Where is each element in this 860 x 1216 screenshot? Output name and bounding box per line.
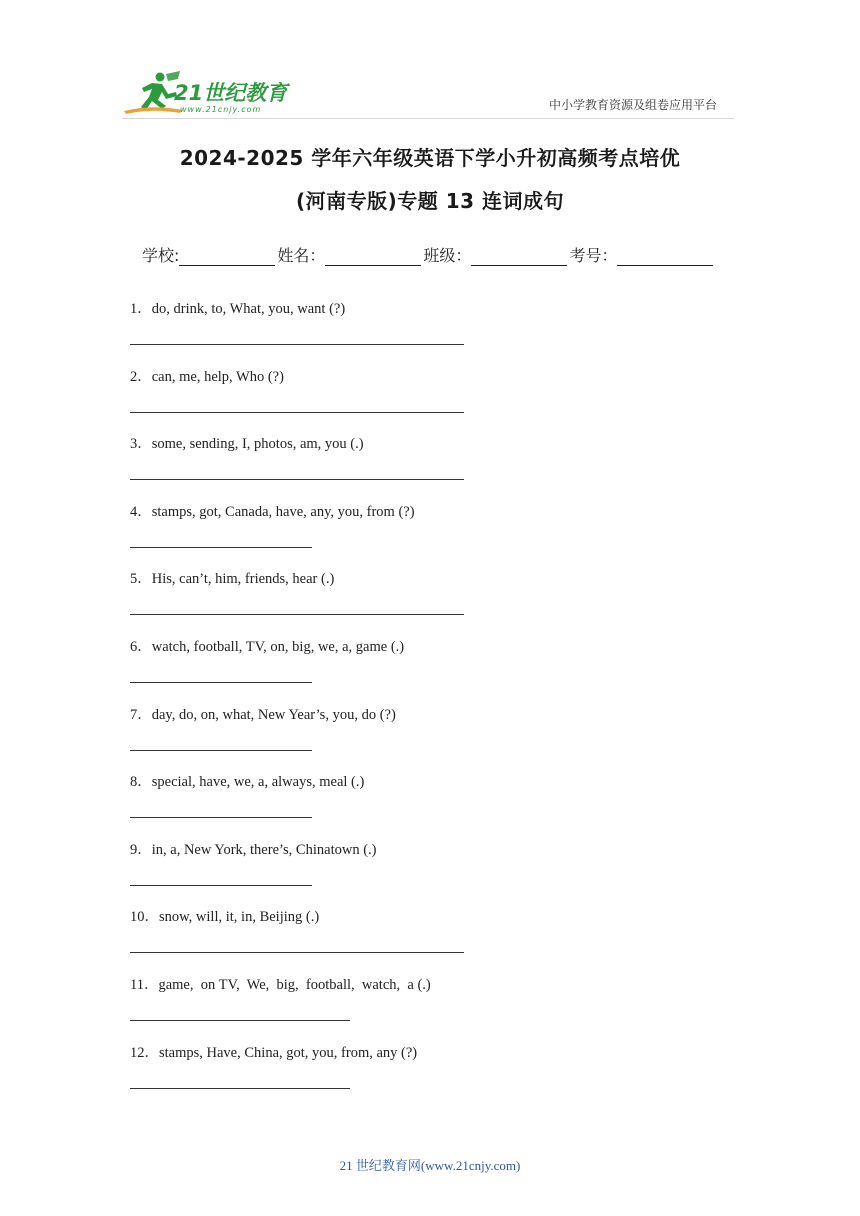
question-number: 9． [130, 841, 152, 858]
exam-number-label: 考号： [569, 246, 618, 265]
question-item [130, 905, 750, 973]
class-blank[interactable] [471, 247, 567, 266]
class-label: 班级： [423, 246, 472, 265]
question-text [130, 905, 319, 926]
question-item [130, 365, 750, 433]
question-number: 7． [130, 706, 152, 723]
header-divider [122, 118, 734, 119]
question-text [130, 567, 334, 588]
question-words: snow, will, it, in, Beijing (.) [159, 909, 320, 926]
question-number: 11． [130, 976, 159, 993]
question-number: 8． [130, 774, 152, 791]
answer-line[interactable] [130, 682, 312, 683]
question-item [130, 973, 750, 1041]
question-text [130, 635, 404, 656]
answer-line[interactable] [130, 1088, 350, 1089]
question-words: special, have, we, a, always, meal (.) [151, 774, 365, 791]
question-number: 6． [130, 638, 152, 655]
question-number: 5． [130, 571, 152, 588]
question-words: stamps, Have, China, got, you, from, any (?) [159, 1044, 418, 1061]
answer-line[interactable] [130, 614, 464, 615]
answer-line[interactable] [130, 547, 312, 548]
question-list [130, 297, 750, 1108]
logo-url: www.21cnjy.com [180, 105, 262, 114]
question-text [130, 703, 396, 724]
answer-line[interactable] [130, 885, 312, 886]
school-label: 学校: [142, 246, 180, 265]
question-words: some, sending, I, photos, am, you (.) [151, 436, 364, 453]
question-text [130, 365, 284, 386]
answer-line[interactable] [130, 750, 312, 751]
question-text [130, 432, 364, 453]
answer-line[interactable] [130, 412, 464, 413]
question-item [130, 500, 750, 568]
question-number: 10． [130, 909, 159, 926]
question-text [130, 500, 415, 521]
question-item [130, 635, 750, 703]
question-number: 4． [130, 503, 152, 520]
answer-line[interactable] [130, 952, 464, 953]
answer-line[interactable] [130, 479, 464, 480]
name-blank[interactable] [325, 247, 421, 266]
question-item [130, 1041, 750, 1109]
question-item [130, 432, 750, 500]
question-item [130, 838, 750, 906]
student-info-row [142, 243, 715, 266]
question-number: 12． [130, 1044, 159, 1061]
site-logo [122, 70, 292, 116]
question-text [130, 297, 345, 318]
question-item [130, 703, 750, 771]
answer-line[interactable] [130, 344, 464, 345]
question-words: can, me, help, Who (?) [151, 368, 284, 385]
question-words: watch, football, TV, on, big, we, a, game (.) [151, 638, 405, 655]
question-words: stamps, got, Canada, have, any, you, from (?) [151, 503, 415, 520]
question-number: 2． [130, 368, 152, 385]
answer-line[interactable] [130, 1020, 350, 1021]
question-number: 1． [130, 301, 152, 317]
question-text [130, 1041, 417, 1062]
question-words: day, do, on, what, New Year’s, you, do (?) [151, 706, 396, 723]
question-item [130, 567, 750, 635]
question-words: His, can’t, him, friends, hear (.) [151, 571, 335, 588]
question-number: 3． [130, 436, 152, 453]
page-title: 2024-2025 学年六年级英语下学小升初高频考点培优 [179, 146, 681, 170]
question-words: in, a, New York, there’s, Chinatown (.) [151, 841, 377, 858]
exam-number-blank[interactable] [617, 247, 713, 266]
question-item [130, 770, 750, 838]
question-text [130, 770, 364, 791]
footer-text: 21 世纪教育网(www.21cnjy.com) [339, 1158, 521, 1173]
logo-text: 21世纪教育 [174, 81, 288, 105]
question-words: do, drink, to, What, you, want (?) [151, 301, 346, 317]
question-item [130, 297, 750, 365]
page-subtitle: (河南专版)专题 13 连词成句 [295, 189, 565, 213]
question-text [130, 838, 376, 859]
name-label: 姓名： [277, 246, 326, 265]
question-words: game, on TV, We, big, football, watch, a (.) [158, 976, 431, 993]
question-text [130, 973, 431, 994]
platform-label: 中小学教育资源及组卷应用平台 [549, 98, 718, 112]
school-blank[interactable] [179, 247, 275, 266]
answer-line[interactable] [130, 817, 312, 818]
